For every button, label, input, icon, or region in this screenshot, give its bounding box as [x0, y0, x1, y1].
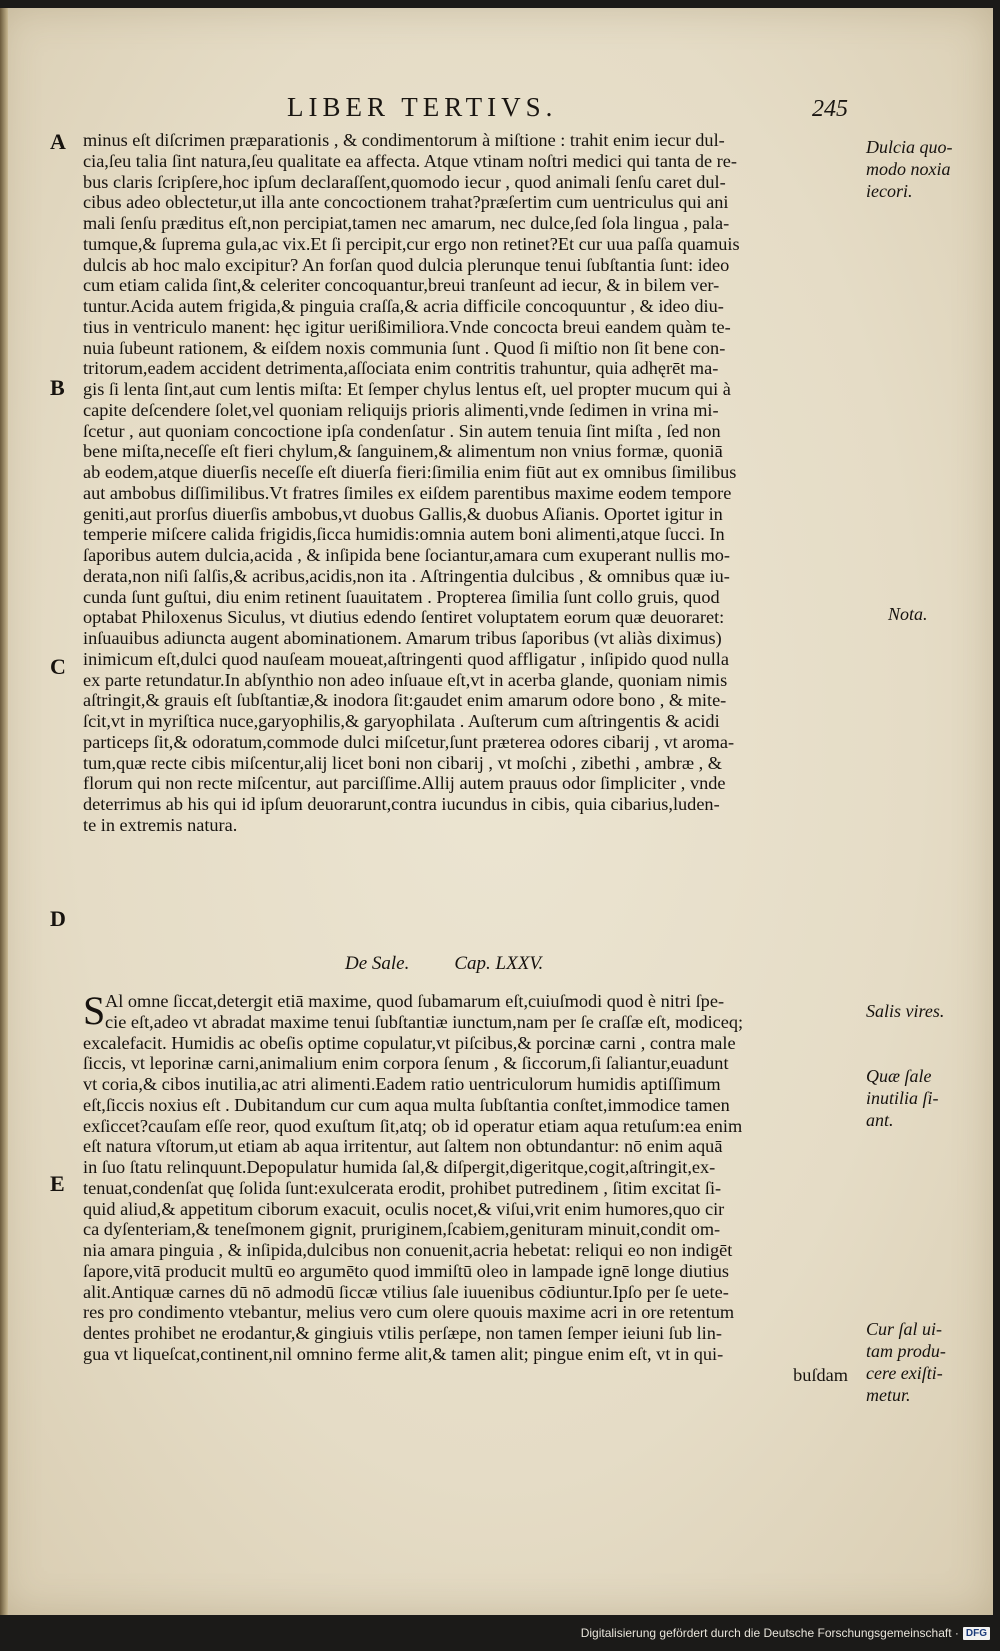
text-line: dentes prohibet ne erodantur,& gingiuis vtilis perſæpe, non tamen ſemper ieiuni ſub lin-: [83, 1323, 722, 1343]
text-line: geniti,aut prorſus diuerſis ambobus,vt duobus Gallis,& duobus Aſianis. Oportet igitur in: [83, 503, 723, 524]
text-line: bene miſta,neceſſe eſt fieri chylum,& ſanguinem,& alimentum non vnius formæ, quoniā: [83, 441, 723, 462]
text-line: tum,quæ recte cibis miſcentur,alij licet boni non cibarij , vt moſchi , zibethi , ambræ , &: [83, 752, 722, 773]
text-line: ſcetur , aut quoniam concoctione ipſa condenſatur . Sin autem tenuia ſint miſta , ſed non: [83, 420, 721, 441]
text-line: vt coria,& cibos inutilia,ac atri alimenti.Eadem ratio uentriculorum humidis aptiſſimum: [83, 1074, 721, 1094]
text-line: ab eodem,atque diuerſis neceſſe eſt diuerſa fieri:ſimilia enim fiūt aut ex omnibus ſimilibus: [83, 462, 737, 482]
text-line: cibus adeo oblectetur,ut illa ante concoctionem trahat?præſertim cum uentriculus qui ani: [83, 192, 729, 213]
text-line: tumque,& ſuprema gula,ac vix.Et ſi percipit,cur ergo non retinet?Et cur uua paſſa quamuis: [83, 233, 740, 254]
chapter-number: Cap. LXXV.: [454, 953, 544, 974]
note-line: modo noxia: [866, 159, 951, 179]
text-line: inimicum eſt,dulci quod nauſeam moueat,aſtringenti quod affligatur , inſipido quod nulla: [83, 648, 729, 669]
text-line: minus eſt diſcrimen præparationis , & condimentorum à miſtione : trahit enim iecur dul-: [83, 130, 725, 150]
text-line: capite deſcendere ſolet,vel quoniam reliquijs prioris alimenti,vnde ſedimen in vrina mi-: [83, 399, 719, 420]
chapter-heading: [345, 953, 665, 975]
text-line: optabat Philoxenus Siculus, vt diutius edendo ſentiret voluptatem eorum quæ deuoraret:: [83, 607, 725, 628]
body-text-block-two: [83, 988, 848, 1385]
text-line: tenuat,condenſat quę ſolida ſunt:exulcerata erodit, prohibet putredinem , ſitim excitat ſi-: [83, 1177, 722, 1198]
text-line: exſiccet?cauſam eſſe reor, quod exuſtum ſit,atq; ob id operatur etiam aqua retuſum:ea enim: [83, 1115, 743, 1136]
text-line: aſtringit,& grauis eſt ſubſtantiæ,& inodora ſit:gaudet enim amarum odore bono , & mite-: [83, 690, 727, 711]
note-line: metur.: [866, 1385, 911, 1405]
note-line: ant.: [866, 1110, 894, 1130]
text-line: res pro condimento vtebantur, melius vero cum olere quouis maxime acri in ore retentum: [83, 1302, 735, 1323]
text-line: ſiccis, vt leporinæ carni,animalium enim corpora ſenum , & ſiccorum,ſi ſaliantur,euadunt: [83, 1053, 729, 1074]
text-line: inſuauibus adiuncta augent abominationem. Amarum tribus ſaporibus (vt aliàs diximus): [83, 628, 722, 648]
text-line: ſcit,vt in myriſtica nuce,garyophilis,& garyophilata . Auſterum cum aſtringentis & acidi: [83, 711, 720, 731]
marginal-note-cur-sal: [866, 1318, 991, 1406]
text-line: in ſuo ſtatu relinquunt.Depopulatur humida ſal,& diſpergit,digeritque,cogit,aſtringit,ex-: [83, 1157, 716, 1177]
text-line: ſapore,vitā producit multū eo argumēto quod immiſtū oleo in lampade ignē longe diutius: [83, 1260, 729, 1281]
section-marker-c: C: [50, 654, 66, 679]
section-marker-a: A: [50, 129, 66, 154]
text-line: derata,non niſi ſalſis,& acribus,acidis,non ita . Aſtringentia dulcibus , & omnibus quæ iu-: [83, 565, 730, 586]
text-line: aut ambobus diſſimilibus.Vt fratres ſimiles ex eiſdem parentibus maxime eodem tempore: [83, 482, 732, 503]
text-line: tritorum,eadem accident detrimenta,aſſociata enim contritis trahuntur, quia adhęrēt ma-: [83, 358, 719, 379]
marginal-note-salis-vires: [866, 1000, 991, 1022]
text-line: dulcis ab hoc malo excipitur? An forſan quod dulcia plerunque tenui ſubſtantia ſunt: ideo: [83, 254, 730, 275]
funding-note: Digitalisierung gefördert durch die Deutsche Forschungsgemeinschaft ·: [580, 1626, 959, 1640]
text-line: florum qui non recte miſcentur, aut parciſſime.Allij autem prauus odor ſimpliciter , vnde: [83, 773, 726, 794]
text-line: bus claris ſcripſere,hoc ipſum declaraſſent,quomodo iecur , quod animali ſenſu caret dul-: [83, 171, 726, 192]
text-line: gua vt liqueſcat,continent,nil omnino ferme alit,& tamen alit; pingue enim eſt, vt in qui-: [83, 1343, 724, 1364]
text-line: te in extremis natura.: [83, 814, 238, 835]
text-line: ſaporibus autem dulcia,acida , & inſipida bene ſociantur,amara cum exuperant nullis mo-: [83, 545, 731, 565]
digitization-footer: [581, 1624, 990, 1642]
marginal-note-nota: [888, 603, 1000, 625]
marginal-note-dulcia: [866, 136, 991, 202]
note-line: cere exiſti-: [866, 1363, 943, 1383]
section-marker-d: D: [50, 906, 66, 931]
text-line: cie eſt,adeo vt abradat maxime tenui ſubſtantiæ iunctum,nam per ſe craſſæ eſt, modiceq;: [105, 1011, 744, 1032]
text-line: alit.Antiquæ carnes dū nō admodū ſiccæ vtilius ſale iuuenibus cōdiuntur.Ipſo per ſe uete-: [83, 1281, 729, 1302]
text-line: particeps ſit,& odoratum,commode dulci miſcetur,ſunt præterea odores cibarij , vt aroma-: [83, 731, 735, 752]
text-line: ex parte retundatur.In abſynthio non adeo inſuaue eſt,vt in acerba glande, quoniam nimis: [83, 669, 728, 690]
text-line: quid aliud,& appetitum ciborum exacuit, oculis nocet,& viſui,vrit enim humores,quo cir: [83, 1198, 725, 1219]
marginal-note-inutilia: [866, 1065, 991, 1131]
section-marker-e: E: [50, 1171, 65, 1196]
section-marker-b: B: [50, 375, 65, 400]
note-line: Cur ſal ui-: [866, 1319, 943, 1339]
text-line: tuntur.Acida autem frigida,& pinguia craſſa,& acria difficile concoquuntur , & ideo diu-: [83, 296, 724, 316]
note-line: Quæ ſale: [866, 1066, 932, 1086]
text-line: nia amara pinguia , & inſipida,dulcibus non conuenit,acria hebetat: reliqui eo non indigēt: [83, 1240, 733, 1260]
text-line: mali ſenſu præditus eſt,non percipiat,tamen nec amarum, nec dulce,ſed ſola lingua , pala-: [83, 213, 730, 233]
text-line: nuia ſubeunt rationem, & eiſdem noxis communia ſunt . Quod ſi miſtio non ſit bene con-: [83, 337, 726, 358]
note-line: inutilia ſi-: [866, 1088, 939, 1108]
note-line: tam produ-: [866, 1341, 946, 1361]
dfg-logo: DFG: [963, 1627, 990, 1640]
running-head: LIBER TERTIVS.: [287, 92, 558, 122]
note-line: iecori.: [866, 181, 913, 201]
text-line: eſt,ſiccis noxius eſt . Dubitandum cur cum aqua multa ſubſtantia conſtet,immodice tamen: [83, 1094, 730, 1115]
text-line: tius in ventriculo manent: hęc igitur uerißimiliora.Vnde concocta breui eandem quàm te-: [83, 316, 731, 337]
note-line: Dulcia quo-: [866, 137, 953, 157]
text-line: temperie miſcere calida frigidis,ſicca humidis:omnia autem boni alimenti,atque ſucci. In: [83, 524, 725, 545]
chapter-title: De Sale.: [345, 953, 410, 974]
drop-cap: S: [83, 988, 106, 1033]
text-line: cunda ſunt guſtui, diu enim retinent ſuauitatem . Propterea ſimilia ſunt collo gruis, quod: [83, 586, 720, 607]
note-line: Salis vires.: [866, 1001, 945, 1021]
note-line: Nota.: [888, 604, 928, 624]
text-line: buſdam: [793, 1364, 848, 1385]
text-line: cum etiam calida ſint,& celeriter concoquantur,breui tranſeunt ad iecur, & in bilem ver-: [83, 275, 720, 296]
page-gutter: [0, 8, 8, 1615]
body-text-block-one: [83, 130, 848, 836]
text-line: eſt natura vſtorum,ut etiam ab aqua irritentur, aut ſaltem non obtundantur: nō enim aquā: [83, 1136, 723, 1157]
text-line: Al omne ſiccat,detergit etiā maxime, quod ſubamarum eſt,cuiuſmodi quod è nitri ſpe-: [105, 991, 725, 1011]
text-line: gis ſi lenta ſint,aut cum lentis miſta: Et ſemper chylus lentus eſt, uel propter mucum qui à: [83, 379, 731, 399]
text-line: ca dyſenteriam,& teneſmonem gignit, pruriginem,ſcabiem,genituram minuit,condit om-: [83, 1219, 721, 1240]
book-page: [0, 8, 993, 1615]
text-line: excalefacit. Humidis ac obeſis optime copulatur,vt piſcibus,& porcinæ carni , contra male: [83, 1032, 736, 1053]
text-line: deterrimus ab his qui id ipſum deuorarunt,contra iucundus in cibis, quia cibarius,luden-: [83, 794, 720, 814]
text-line: cia,ſeu talia ſint natura,ſeu qualitate ea affecta. Atque vtinam noſtri medici qui tanta de re-: [83, 150, 737, 171]
page-number: 245: [812, 96, 848, 122]
